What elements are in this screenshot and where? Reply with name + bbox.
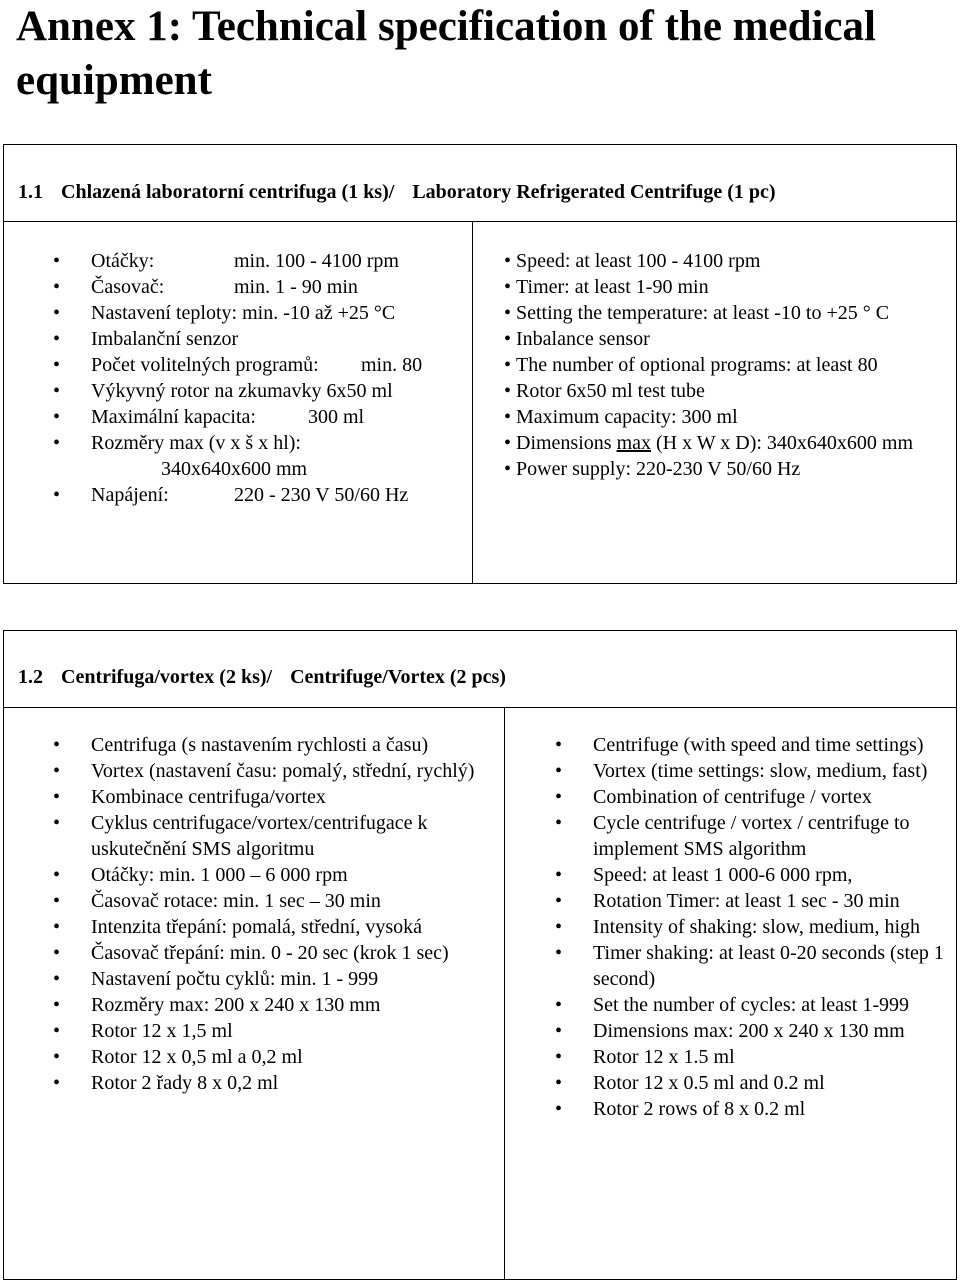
section-number: 1.1: [18, 181, 43, 203]
list-item: • Speed: at least 1 000-6 000 rpm,: [506, 862, 956, 888]
section-number: 1.2: [18, 666, 43, 688]
list-item: • Nastavení teploty: min. -10 až +25 °C: [4, 300, 470, 326]
list-item: • Rotor 12 x 1.5 ml: [506, 1044, 956, 1070]
list-item: • Počet volitelných programů: min. 80: [4, 352, 470, 378]
column-divider: [504, 708, 505, 1279]
section-heading-cz: Chlazená laboratorní centrifuga (1 ks)/: [61, 181, 395, 203]
section-header-1-2: [4, 631, 956, 708]
section-heading-en: Laboratory Refrigerated Centrifuge (1 pc): [412, 181, 776, 203]
list-item: • Vortex (nastavení času: pomalý, střední, rychlý): [4, 758, 490, 784]
list-item: • Inbalance sensor: [504, 326, 944, 352]
column-divider: [472, 222, 473, 583]
right-spec-column: [504, 248, 944, 482]
list-item: • Časovač: min. 1 - 90 min: [4, 274, 470, 300]
list-item: • Dimensions max: 200 x 240 x 130 mm: [506, 1018, 956, 1044]
section-header-1-1: [4, 145, 956, 222]
list-item: • Otáčky: min. 100 - 4100 rpm: [4, 248, 470, 274]
right-spec-column: [506, 732, 956, 1122]
list-item: • Kombinace centrifuga/vortex: [4, 784, 490, 810]
list-item: • Maximální kapacita: 300 ml: [4, 404, 470, 430]
page-title: Annex 1: Technical specification of the medical equipment: [16, 3, 876, 104]
list-item: • Maximum capacity: 300 ml: [504, 404, 944, 430]
list-item: • The number of optional programs: at least 80: [504, 352, 944, 378]
list-item: • Výkyvný rotor na zkumavky 6x50 ml: [4, 378, 470, 404]
list-item: • Rozměry max: 200 x 240 x 130 mm: [4, 992, 490, 1018]
list-item: • Imbalanční senzor: [4, 326, 470, 352]
list-item: • Rotation Timer: at least 1 sec - 30 min: [506, 888, 956, 914]
list-item: • Intensity of shaking: slow, medium, high: [506, 914, 956, 940]
list-item: • Centrifuge (with speed and time settings): [506, 732, 956, 758]
list-item: • Timer: at least 1-90 min: [504, 274, 944, 300]
list-item: • Rotor 6x50 ml test tube: [504, 378, 944, 404]
list-item: • Vortex (time settings: slow, medium, fast): [506, 758, 956, 784]
list-item: • Nastavení počtu cyklů: min. 1 - 999: [4, 966, 490, 992]
list-item: • Cycle centrifuge / vortex / centrifuge to implement SMS algorithm: [506, 810, 956, 862]
list-item: • Setting the temperature: at least -10 to +25 ° C: [504, 300, 944, 326]
list-item: • Rotor 12 x 0,5 ml a 0,2 ml: [4, 1044, 490, 1070]
left-spec-column: [4, 732, 490, 1096]
left-spec-column: [4, 248, 470, 508]
list-item: • Časovač třepání: min. 0 - 20 sec (krok 1 sec): [4, 940, 490, 966]
list-item: • Speed: at least 100 - 4100 rpm: [504, 248, 944, 274]
list-item: • Rozměry max (v x š x hl): 340x640x600 mm: [4, 430, 470, 482]
list-item: • Cyklus centrifugace/vortex/centrifugace k uskutečnění SMS algoritmu: [4, 810, 490, 862]
list-item: • Centrifuga (s nastavením rychlosti a času): [4, 732, 490, 758]
list-item: • Rotor 12 x 1,5 ml: [4, 1018, 490, 1044]
list-item: • Set the number of cycles: at least 1-999: [506, 992, 956, 1018]
list-item: • Combination of centrifuge / vortex: [506, 784, 956, 810]
list-item: • Otáčky: min. 1 000 – 6 000 rpm: [4, 862, 490, 888]
section-heading-cz: Centrifuga/vortex (2 ks)/: [61, 666, 273, 688]
list-item: • Rotor 2 řady 8 x 0,2 ml: [4, 1070, 490, 1096]
list-item: • Power supply: 220-230 V 50/60 Hz: [504, 456, 944, 482]
spec-table-1-2: [3, 630, 957, 1280]
list-item: • Timer shaking: at least 0-20 seconds (step 1 second): [506, 940, 956, 992]
list-item: • Časovač rotace: min. 1 sec – 30 min: [4, 888, 490, 914]
list-item: • Rotor 12 x 0.5 ml and 0.2 ml: [506, 1070, 956, 1096]
list-item: • Intenzita třepání: pomalá, střední, vysoká: [4, 914, 490, 940]
list-item: • Napájení: 220 - 230 V 50/60 Hz: [4, 482, 470, 508]
list-item: • Rotor 2 rows of 8 x 0.2 ml: [506, 1096, 956, 1122]
list-item: • Dimensions max (H x W x D): 340x640x600 mm: [504, 430, 944, 456]
section-heading-en: Centrifuge/Vortex (2 pcs): [290, 666, 506, 688]
spec-table-1-1: [3, 144, 957, 584]
